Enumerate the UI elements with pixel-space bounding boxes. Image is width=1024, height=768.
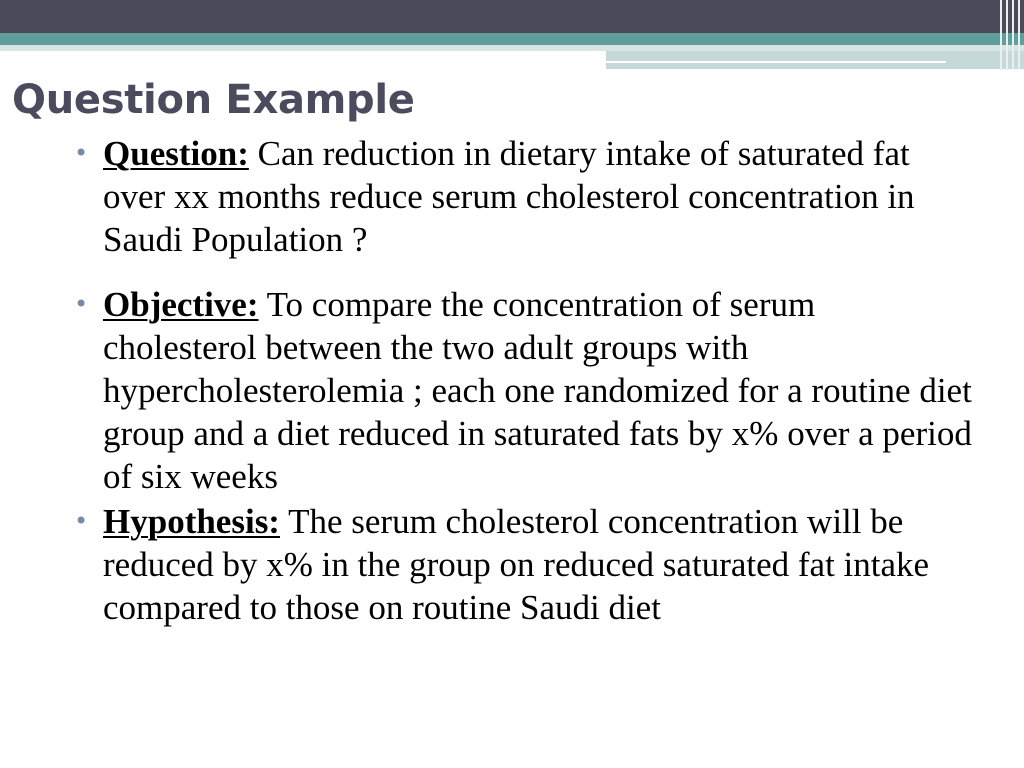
bullet-list bbox=[74, 132, 974, 629]
slide-title: Question Example bbox=[12, 77, 415, 123]
bullet-objective bbox=[74, 283, 974, 498]
bullet-dot-icon: • bbox=[74, 139, 89, 167]
question-text: Can reduction in dietary intake of saturated fat over xx months reduce serum cholesterol concentration in Saudi Population ? bbox=[103, 134, 915, 259]
objective-text: To compare the concentration of serum cholesterol between the two adult groups with hypercholesterolemia ; each one randomized for a routine diet group and a diet reduced in saturated fats by x% over a period of six weeks bbox=[103, 285, 972, 496]
bullet-dot-icon: • bbox=[74, 507, 89, 535]
bullet-question bbox=[74, 132, 974, 261]
bullet-hypothesis bbox=[74, 500, 974, 629]
header-accent-block bbox=[606, 51, 1024, 69]
corner-decoration bbox=[994, 0, 1024, 70]
question-label: Question: bbox=[103, 134, 249, 173]
bullet-dot-icon: • bbox=[74, 290, 89, 318]
objective-label: Objective: bbox=[103, 285, 259, 324]
header-band-teal bbox=[0, 33, 1024, 45]
header-band-dark bbox=[0, 0, 1024, 33]
hypothesis-label: Hypothesis: bbox=[103, 502, 280, 541]
header-accent-line bbox=[606, 61, 946, 63]
hypothesis-text: The serum cholesterol concentration will be reduced by x% in the group on reduced saturated fat intake compared to those on routine Saudi diet bbox=[103, 502, 930, 627]
